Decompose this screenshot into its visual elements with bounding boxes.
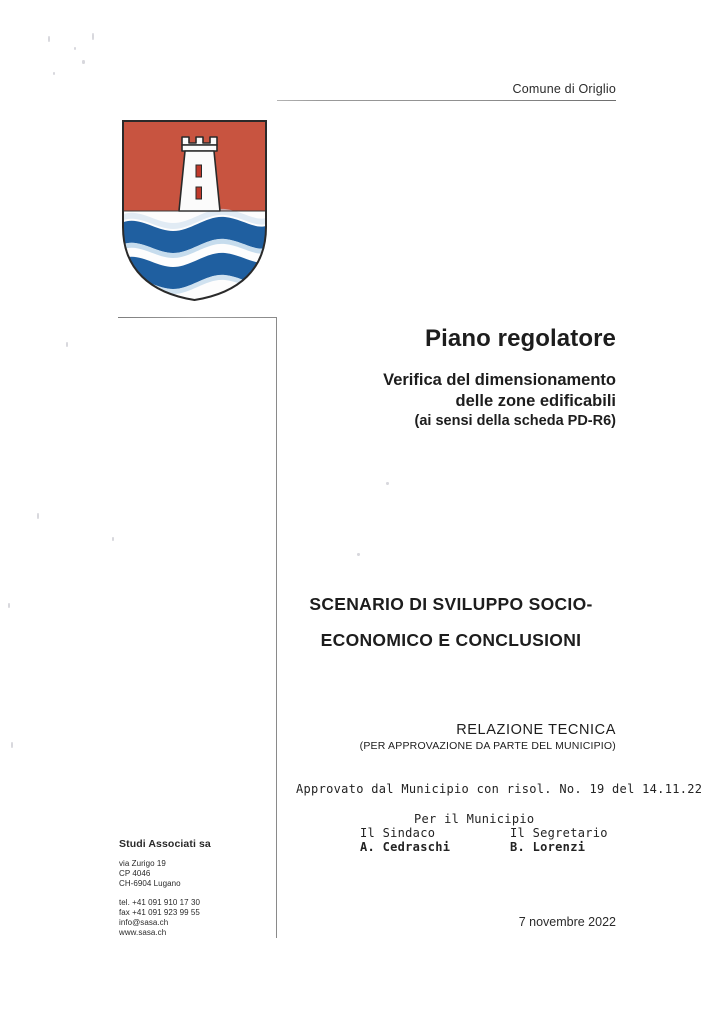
mayor-name: A. Cedraschi xyxy=(360,840,451,854)
section-heading-line-1: SCENARIO DI SVILUPPO SOCIO- xyxy=(309,594,593,614)
crest-underline-rule xyxy=(118,317,277,318)
secretary-name: B. Lorenzi xyxy=(510,840,586,854)
scan-speckle xyxy=(74,47,76,50)
studio-telephone: tel. +41 091 910 17 30 xyxy=(119,897,200,907)
signature-block xyxy=(360,812,660,854)
studio-email[interactable]: info@sasa.ch xyxy=(119,918,169,928)
section-heading xyxy=(286,586,616,658)
signature-names-row xyxy=(360,840,660,854)
header-divider xyxy=(277,100,616,101)
scan-speckle xyxy=(66,342,68,347)
scan-speckle xyxy=(386,482,389,485)
subtitle-line-2: delle zone edificabili xyxy=(455,391,616,410)
scan-speckle xyxy=(53,72,55,75)
approval-statement: Approvato dal Municipio con risol. No. 19 del 14.11.22 xyxy=(296,782,703,796)
studio-contact xyxy=(119,898,269,939)
subtitle-line-3: (ai sensi della scheda PD-R6) xyxy=(414,413,616,429)
studio-footer xyxy=(119,838,269,938)
report-type-block xyxy=(300,722,616,752)
studio-name: Studi Associati sa xyxy=(119,838,211,850)
scan-speckle xyxy=(8,603,10,608)
studio-address-line-1: via Zurigo 19 xyxy=(119,859,166,868)
studio-address xyxy=(119,859,269,890)
vertical-divider-rule xyxy=(276,317,277,938)
secretary-role: Il Segretario xyxy=(510,826,608,840)
scan-speckle xyxy=(357,553,360,556)
scan-speckle xyxy=(82,60,85,64)
scan-speckle xyxy=(37,513,39,519)
report-type-note: (PER APPROVAZIONE DA PARTE DEL MUNICIPIO) xyxy=(359,740,616,752)
studio-address-line-2: CP 4046 xyxy=(119,869,151,879)
report-type-title: RELAZIONE TECNICA xyxy=(456,722,616,738)
scan-speckle xyxy=(112,537,114,541)
studio-website[interactable]: www.sasa.ch xyxy=(119,928,167,938)
coat-of-arms-icon xyxy=(121,119,268,302)
studio-fax: fax +41 091 923 99 55 xyxy=(119,907,200,917)
section-heading-line-2: ECONOMICO E CONCLUSIONI xyxy=(320,630,582,650)
signature-roles-row xyxy=(360,826,660,840)
mayor-role: Il Sindaco xyxy=(360,826,436,840)
document-date: 7 novembre 2022 xyxy=(518,915,616,929)
subtitle-line-1: Verifica del dimensionamento xyxy=(383,371,616,389)
document-subtitle xyxy=(290,370,616,432)
studio-address-line-3: CH-6904 Lugano xyxy=(119,879,181,889)
scan-speckle xyxy=(11,742,13,748)
signature-heading: Per il Municipio xyxy=(414,812,535,826)
scan-speckle xyxy=(92,33,94,40)
scan-speckle xyxy=(48,36,50,42)
header-town-name: Comune di Origlio xyxy=(512,82,616,96)
document-title: Piano regolatore xyxy=(425,325,616,352)
